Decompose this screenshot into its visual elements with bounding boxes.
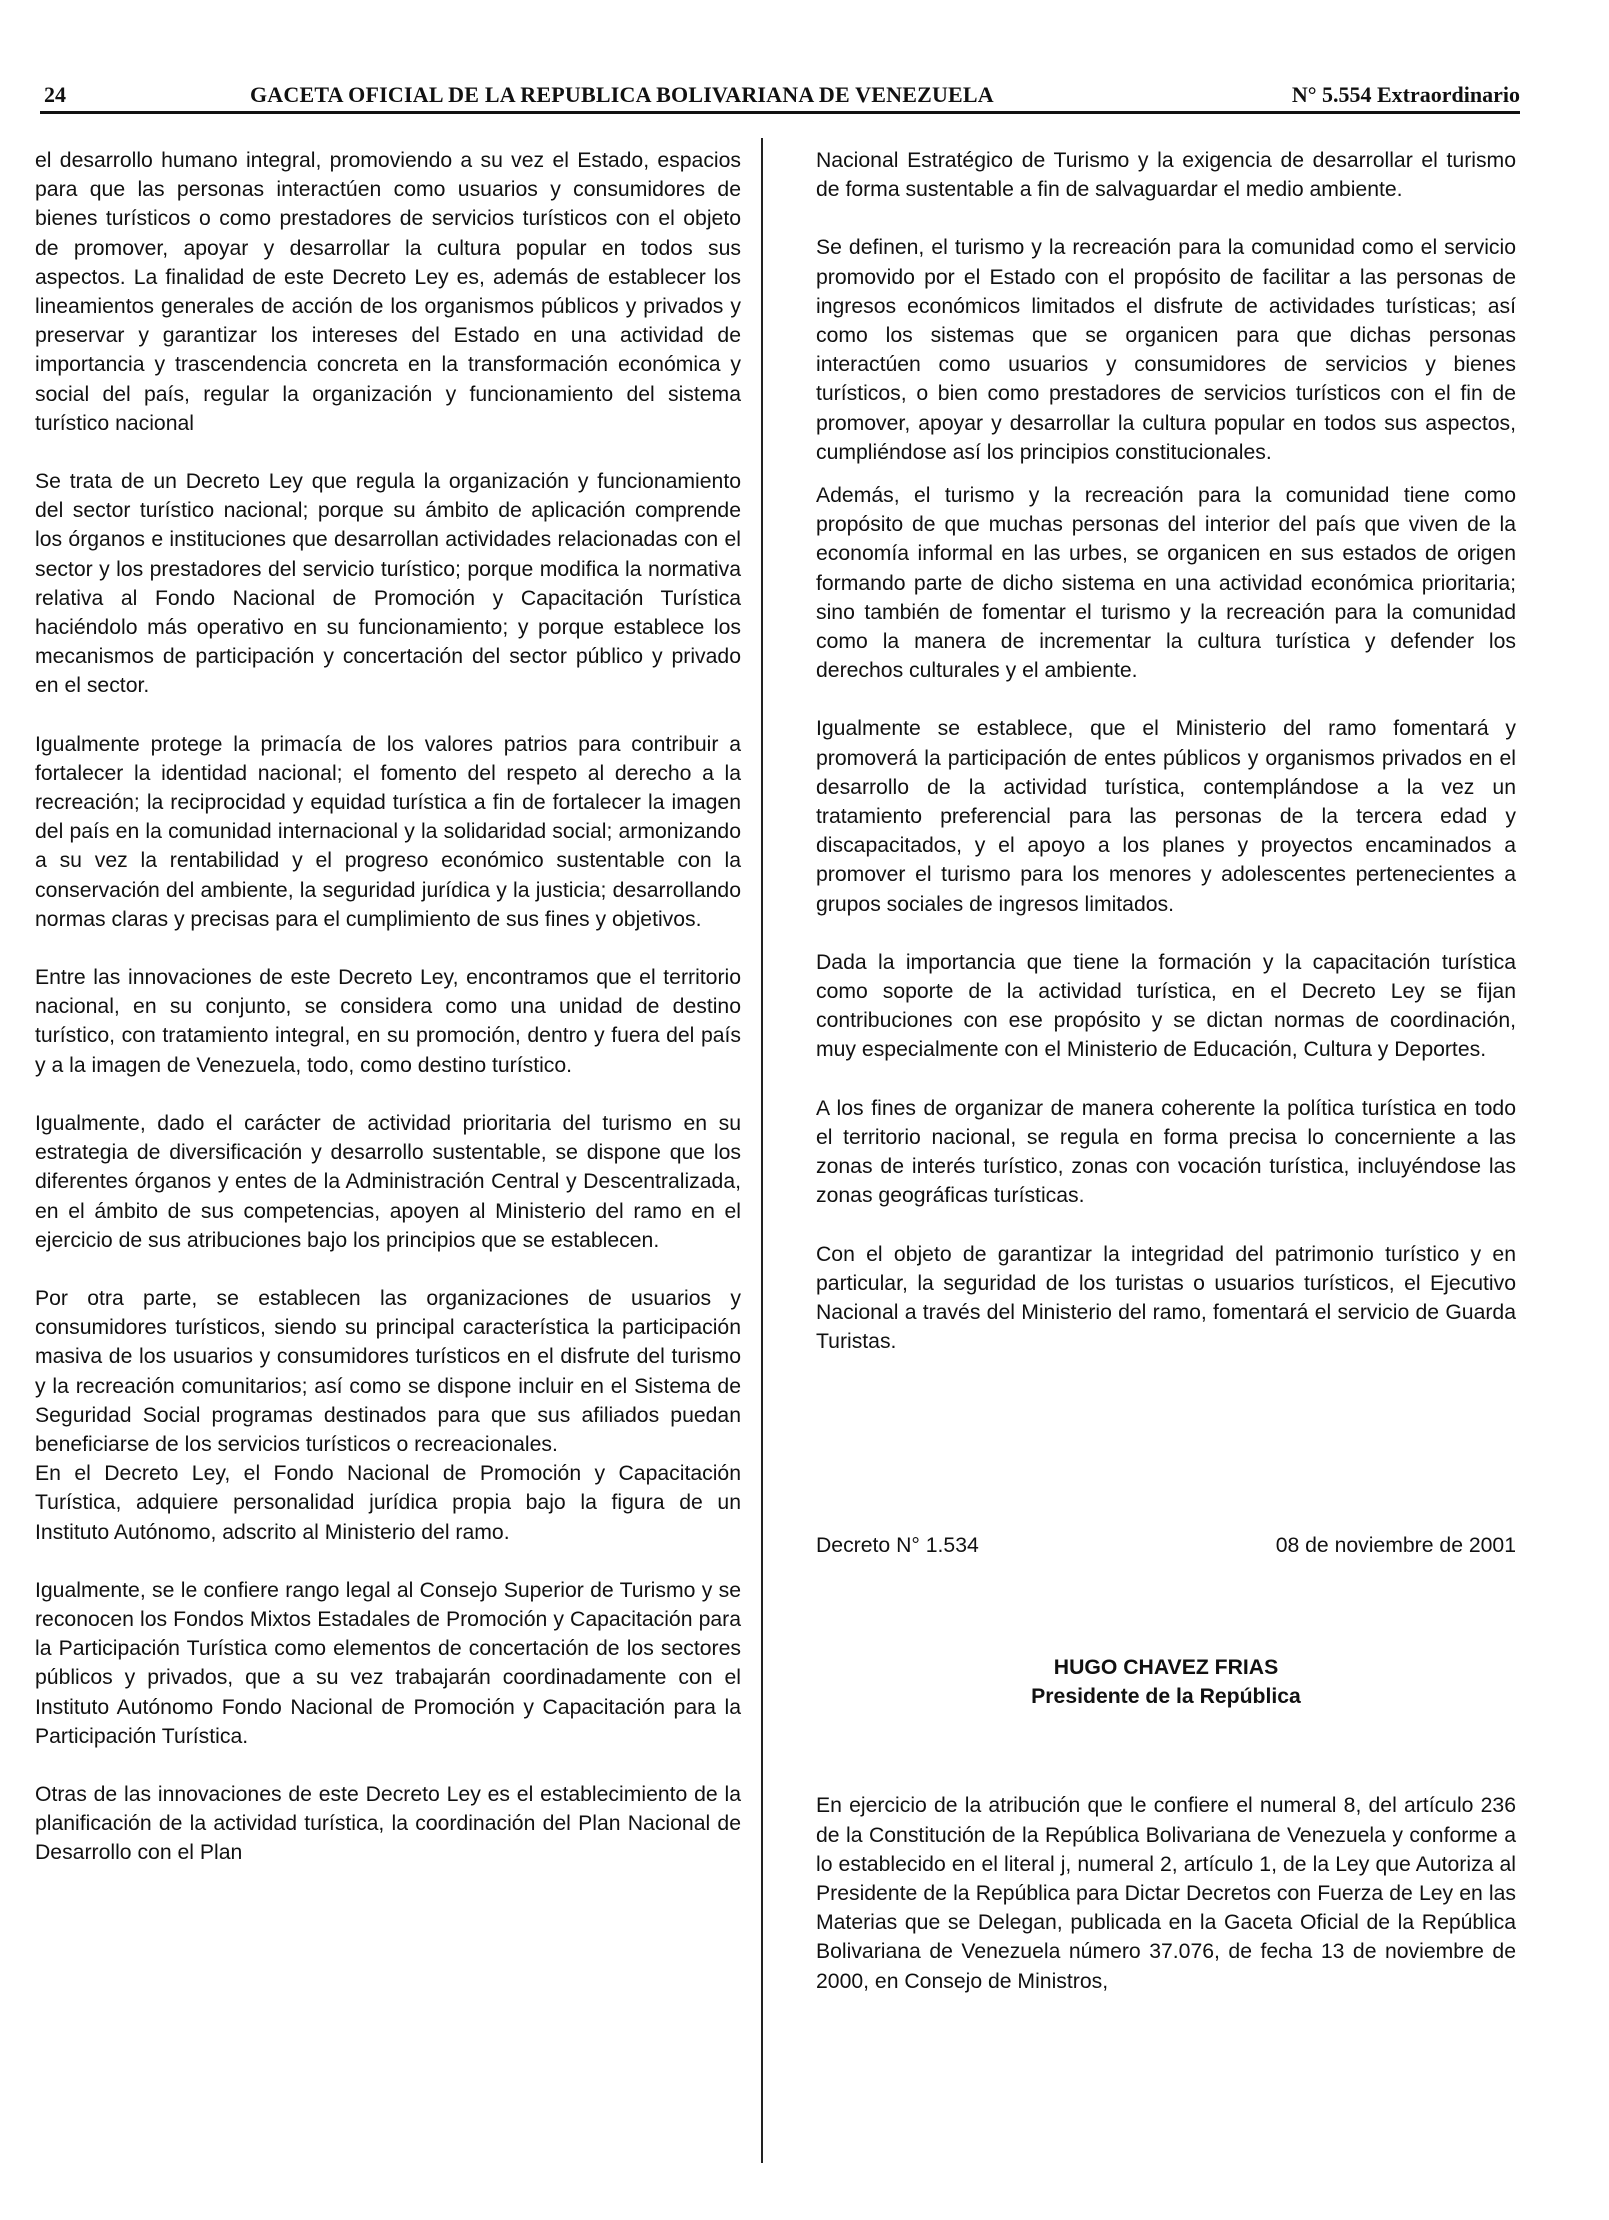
president-signature-block (816, 1653, 1516, 1711)
paragraph: Igualmente, se le confiere rango legal al Consejo Superior de Turismo y se reconocen los Fondos Mixtos Estadales de Promoción y Capacitación para la Participación Turística como elementos de concertación de los sectores públicos y privados, que a su vez trabajarán coordinadamente con el Instituto Autónomo Fondo Nacional de Promoción y Capacitación para la Participación Turística. (35, 1578, 741, 1748)
president-name: HUGO CHAVEZ FRIAS (1053, 1656, 1279, 1680)
column-divider (761, 138, 763, 2163)
header-rule (40, 111, 1520, 114)
paragraph: A los fines de organizar de manera coherente la política turística en todo el territorio nacional, se regula en forma precisa lo concerniente a las zonas de interés turístico, zonas con vocación turística, incluyéndose las zonas geográficas turísticas. (816, 1096, 1516, 1208)
paragraph: Además, el turismo y la recreación para la comunidad tiene como propósito de que muchas personas del interior del país que viven de la economía informal en las urbes, se organicen en sus estados de origen formando parte de dicho sistema en una actividad económica prioritaria; sino también de fomentar el turismo y la recreación para la comunidad como la manera de incrementar la cultura turística y defender los derechos culturales y el ambiente. (816, 484, 1516, 683)
right-column (816, 146, 1516, 1996)
decree-line (816, 1531, 1516, 1563)
paragraph: En el Decreto Ley, el Fondo Nacional de Promoción y Capacitación Turística, adquiere personalidad jurídica propia bajo la figura de un Instituto Autónomo, adscrito al Ministerio del ramo. (35, 1462, 741, 1544)
page-number: 24 (44, 82, 66, 107)
decree-date: 08 de noviembre de 2001 (1275, 1534, 1516, 1558)
issue-number: N° 5.554 Extraordinario (1291, 82, 1520, 107)
page-header (40, 78, 1520, 114)
paragraph: el desarrollo humano integral, promoviendo a su vez el Estado, espacios para que las personas interactúen como usuarios y consumidores de bienes turísticos o como prestadores de servicios turísticos con el objeto de promover, apoyar y desarrollar la cultura popular en todos sus aspectos. La finalidad de este Decreto Ley es, además de establecer los lineamientos generales de acción de los organismos públicos y privados y preservar y garantizar los intereses del Estado en una actividad de importancia y trascendencia concreta en la transformación económica y social del país, regular la organización y funcionamiento del sistema turístico nacional (35, 149, 741, 435)
paragraph: Igualmente protege la primacía de los valores patrios para contribuir a fortalecer la identidad nacional; el fomento del respeto al derecho a la recreación; la reciprocidad y equidad turística a fin de fortalecer la imagen del país en la comunidad internacional y la solidaridad social; armonizando a su vez la rentabilidad y el progreso económico sustentable con la conservación del ambiente, la seguridad jurídica y la justicia; desarrollando normas claras y precisas para el cumplimiento de sus fines y objetivos. (35, 732, 741, 931)
paragraph: Igualmente se establece, que el Ministerio del ramo fomentará y promoverá la participación de entes públicos y organismos privados en el desarrollo de la actividad turística, contemplándose a la vez un tratamiento preferencial para las personas de la tercera edad y discapacitados, y el apoyo a los planes y proyectos encaminados a promover el turismo para los menores y adolescentes pertenecientes a grupos sociales de ingresos limitados. (816, 717, 1516, 916)
paragraph: Nacional Estratégico de Turismo y la exigencia de desarrollar el turismo de forma sustentable a fin de salvaguardar el medio ambiente. (816, 149, 1516, 202)
gazette-title: GACETA OFICIAL DE LA REPUBLICA BOLIVARIANA DE VENEZUELA (250, 82, 994, 107)
paragraph: Dada la importancia que tiene la formación y la capacitación turística como soporte de la actividad turística, en el Decreto Ley se fijan contribuciones con ese propósito y se dictan normas de coordinación, muy especialmente con el Ministerio de Educación, Cultura y Deportes. (816, 950, 1516, 1062)
paragraph: En ejercicio de la atribución que le confiere el numeral 8, del artículo 236 de la Constitución de la República Bolivariana de Venezuela y conforme a lo establecido en el literal j, numeral 2, artículo 1, de la Ley que Autoriza al Presidente de la República para Dictar Decretos con Fuerza de Ley en las Materias que se Delegan, publicada en la Gaceta Oficial de la República Bolivariana de Venezuela número 37.076, de fecha 13 de noviembre de 2000, en Consejo de Ministros, (816, 1794, 1516, 1993)
paragraph: Se definen, el turismo y la recreación para la comunidad como el servicio promovido por el Estado con el propósito de facilitar a las personas de ingresos económicos limitados el disfrute de actividades turísticas; así como los sistemas que se organicen para que dichas personas interactúen como usuarios y consumidores de servicios y bienes turísticos, o bien como prestadores de servicios turísticos con el fin de promover, apoyar y desarrollar la cultura popular en todos sus aspectos, cumpliéndose así los principios constitucionales. (816, 236, 1516, 464)
president-title: Presidente de la República (1031, 1685, 1301, 1709)
paragraph: Entre las innovaciones de este Decreto Ley, encontramos que el territorio nacional, en su conjunto, se considera como una unidad de destino turístico, con tratamiento integral, en su promoción, dentro y fuera del país y a la imagen de Venezuela, todo, como destino turístico. (35, 966, 741, 1077)
paragraph: Se trata de un Decreto Ley que regula la organización y funcionamiento del sector turístico nacional; porque su ámbito de aplicación comprende los órganos e instituciones que desarrollan actividades relacionadas con el sector y los prestadores del servicio turístico; porque modifica la normativa relativa al Fondo Nacional de Promoción y Capacitación Turística haciéndolo más operativo en su funcionamiento; y porque establece los mecanismos de participación y concertación del sector público y privado en el sector. (35, 470, 741, 698)
decree-number: Decreto N° 1.534 (816, 1534, 979, 1558)
paragraph: Por otra parte, se establecen las organizaciones de usuarios y consumidores turísticos, siendo su principal característica la participación masiva de los usuarios y consumidores turísticos en el disfrute del turismo y la recreación comunitarios; así como se dispone incluir en el Sistema de Seguridad Social programas destinados para que sus afiliados puedan beneficiarse de los servicios turísticos o recreacionales. (35, 1286, 741, 1456)
paragraph: Otras de las innovaciones de este Decreto Ley es el establecimiento de la planificación de la actividad turística, la coordinación del Plan Nacional de Desarrollo con el Plan (35, 1782, 741, 1865)
paragraph: Con el objeto de garantizar la integridad del patrimonio turístico y en particular, la seguridad de los turistas o usuarios turísticos, el Ejecutivo Nacional a través del Ministerio del ramo, fomentará el servicio de Guarda Turistas. (816, 1242, 1516, 1354)
left-column (35, 146, 741, 1868)
paragraph: Igualmente, dado el carácter de actividad prioritaria del turismo en su estrategia de diversificación y desarrollo sustentable, se dispone que los diferentes órganos y entes de la Administración Central y Descentralizada, en el ámbito de sus competencias, apoyen al Ministerio del ramo en el ejercicio de sus atribuciones bajo los principios que se establecen. (35, 1111, 741, 1252)
